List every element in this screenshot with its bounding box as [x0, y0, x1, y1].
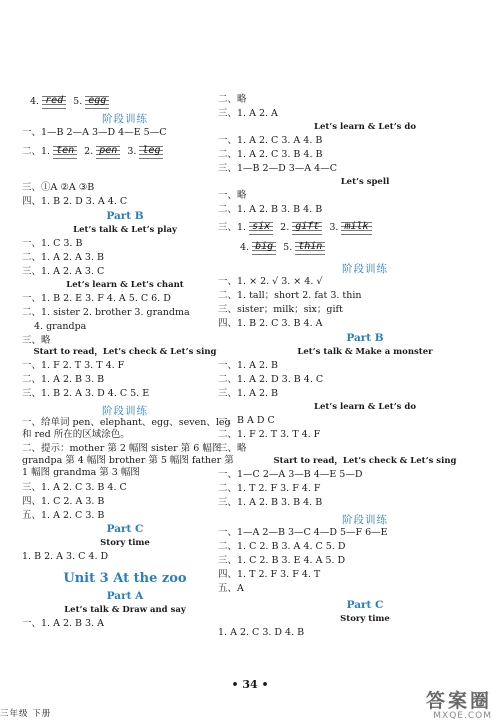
answer-line: 三、①A ②A ③B: [22, 182, 95, 193]
subsection-heading: Start to read，Let’s check & Let’s sing: [33, 347, 217, 357]
answer-line: 四、1. B 2. C 3. B 4. A: [218, 318, 323, 329]
handwriting-box: red: [42, 94, 66, 108]
subsection-heading: Let’s spell: [340, 177, 390, 187]
answer-line: 二、1. sister 2. brother 3. grandma: [22, 307, 190, 318]
answer-line: 一、给单词 pen、elephant、egg、seven、leg 和 red 所在的区域涂色。: [22, 417, 231, 440]
answer-line: 三、1. A 2. A: [218, 108, 278, 119]
section-heading-stage: 阶段训练: [342, 263, 388, 275]
subsection-heading: Start to read，Let’s check & Let’s sing: [273, 456, 457, 466]
subsection-heading: Story time: [100, 538, 150, 548]
answer-line: 一、1—B 2—A 3—D 4—E 5—C: [22, 127, 167, 138]
answer-line: 三、略: [22, 335, 51, 346]
answer-line: 1. A 2. C 3. D 4. B: [218, 627, 305, 638]
grade-label: 三年级 下册: [0, 709, 52, 719]
section-heading-part: Part C: [106, 523, 144, 535]
answer-line: 三、1. A 2. C 3. B 4. C: [22, 482, 127, 493]
answer-line: 三、1—B 2—D 3—A 4—C: [218, 163, 337, 174]
answer-line: 一、1. A 2. B: [218, 360, 279, 371]
answer-line: 二、1. T 2. F 3. F 4. F: [218, 483, 321, 494]
answer-line: 一、B A D C: [218, 415, 275, 426]
answer-line: 一、1. A 2. C 3. A 4. B: [218, 135, 323, 146]
subsection-heading: Let’s learn & Let’s do: [313, 122, 417, 132]
section-heading-stage: 阶段训练: [102, 405, 148, 417]
page-number: • 34 •: [231, 678, 269, 691]
section-heading-stage: 阶段训练: [102, 113, 148, 125]
handwriting-box: ten: [53, 144, 77, 158]
answer-line: 三、1. A 2. B: [218, 388, 279, 399]
answer-line: 二、略: [218, 94, 247, 105]
section-heading-part: Part C: [346, 599, 384, 611]
handwriting-box: thin: [295, 240, 325, 254]
answer-line: 一、1. C 3. B: [22, 238, 83, 249]
answer-line: 二、1. A 2. C 3. B 4. B: [218, 149, 323, 160]
answer-line: 一、1. F 2. T 3. T 4. F: [22, 360, 125, 371]
section-heading-part: Part A: [106, 590, 144, 602]
answer-line: 三、1. six 2. gift 3. milk: [218, 220, 376, 234]
answer-line: 4. big 5. thin: [240, 240, 329, 254]
answer-line: 三、1. A 2. B 3. B 4. B: [218, 497, 323, 508]
handwriting-box: six: [249, 220, 273, 234]
subsection-heading: Let’s learn & Let’s chant: [66, 280, 184, 290]
answer-line: 三、1. C 2. B 3. E 4. A 5. D: [218, 555, 346, 566]
subsection-heading: Let’s talk & Make a monster: [297, 347, 433, 357]
section-heading-part: Part B: [106, 210, 144, 222]
answer-line: 四、1. C 2. A 3. B: [22, 496, 105, 507]
answer-line: 五、A: [218, 583, 244, 594]
answer-line: 四、1. B 2. D 3. A 4. C: [22, 196, 128, 207]
answer-line: 1. B 2. A 3. C 4. D: [22, 551, 109, 562]
answer-line: 二、1. ten 2. pen 3. leg: [22, 144, 167, 158]
section-heading-part: Part B: [346, 332, 384, 344]
answer-line: 一、1—C 2—A 3—B 4—E 5—D: [218, 469, 363, 480]
answer-line: 二、1. A 2. B 3. B: [22, 374, 105, 385]
answer-line: 三、1. A 2. A 3. C: [22, 266, 105, 277]
answer-line: 一、略: [218, 190, 247, 201]
handwriting-box: leg: [139, 144, 163, 158]
answer-line: 四、1. T 2. F 3. F 4. T: [218, 569, 321, 580]
handwriting-box: gift: [292, 220, 322, 234]
answer-line: 三、sister；milk；six；gift: [218, 304, 343, 315]
answer-line: 4. grandpa: [34, 321, 87, 332]
answer-line: 三、略: [218, 443, 247, 454]
handwriting-box: big: [252, 240, 276, 254]
subsection-heading: Let’s talk & Let’s play: [73, 225, 177, 235]
answer-line: 4. red 5. egg: [30, 94, 113, 108]
site-watermark-logo: 答案圈 MXQE.COM: [425, 690, 492, 721]
subsection-heading: Let’s learn & Let’s do: [313, 402, 417, 412]
answer-line: 二、1. C 2. B 3. A 4. C 5. D: [218, 541, 346, 552]
unit-title: Unit 3 At the zoo: [63, 571, 187, 586]
answer-line: 二、1. A 2. D 3. B 4. C: [218, 374, 324, 385]
answer-line: 五、1. A 2. C 3. B: [22, 510, 105, 521]
answer-line: 二、1. F 2. T 3. T 4. F: [218, 429, 321, 440]
handwriting-box: pen: [96, 144, 120, 158]
section-heading-stage: 阶段训练: [342, 514, 388, 526]
answer-line: 二、1. A 2. B 3. B 4. B: [218, 204, 323, 215]
answer-line: 三、1. B 2. A 3. D 4. C 5. E: [22, 388, 150, 399]
answer-line: 一、1. B 2. E 3. F 4. A 5. C 6. D: [22, 293, 171, 304]
answer-line: 一、1. × 2. √ 3. × 4. √: [218, 276, 323, 287]
answer-line: 二、1. tall；short 2. fat 3. thin: [218, 290, 362, 301]
answer-line: 一、1. A 2. B 3. A: [22, 618, 104, 629]
answer-line: 二、1. A 2. A 3. B: [22, 252, 104, 263]
handwriting-box: egg: [85, 94, 109, 108]
subsection-heading: Let’s talk & Draw and say: [64, 605, 186, 615]
answer-line: 二、提示：mother 第 2 幅图 sister 第 6 幅图 grandpa 第 4 幅图 brother 第 5 幅图 father 第 1 幅图 grandma 第 3 幅图: [22, 443, 234, 478]
answer-line: 一、1—A 2—B 3—C 4—D 5—F 6—E: [218, 527, 388, 538]
handwriting-box: milk: [341, 220, 371, 234]
subsection-heading: Story time: [340, 614, 390, 624]
